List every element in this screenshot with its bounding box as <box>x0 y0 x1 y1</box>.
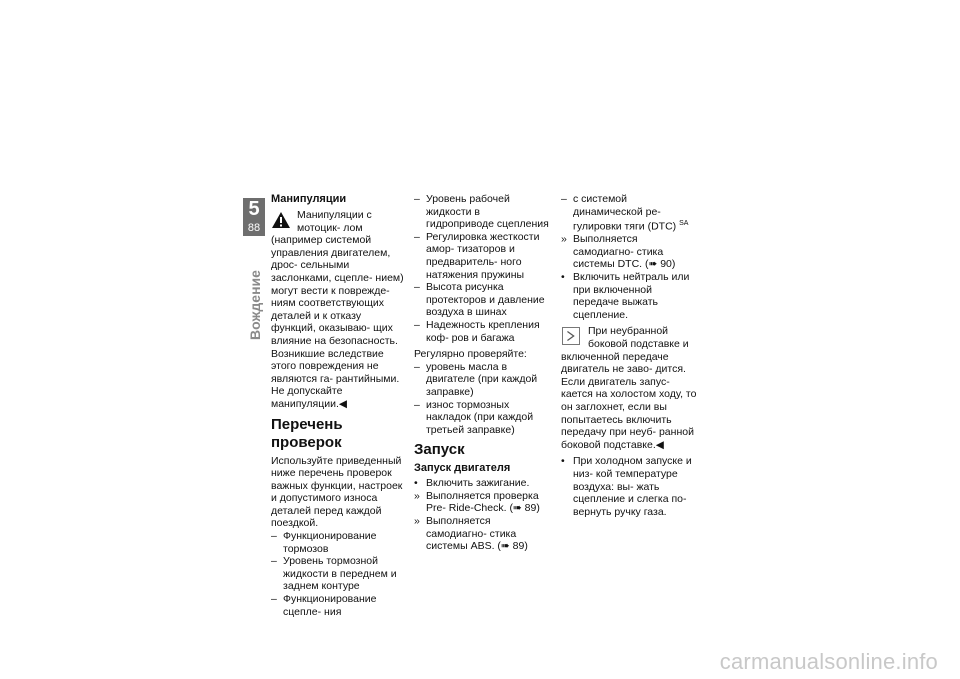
manipulation-heading: Манипуляции <box>271 193 347 205</box>
info-text: При неубранной боковой подставке и включенной передаче двигатель не заво- дится. Если двигатель запус- кается на холостом ходу, то он заглохнет, если вы попытаетесь включить передачу при неуб- ранной боковой подставке. <box>561 325 697 451</box>
step-item: • Включить нейтраль или при включенной передаче выжать сцепление. <box>561 271 690 321</box>
column-2 <box>414 193 550 553</box>
chapter-number: 5 <box>248 198 260 220</box>
chapter-marker <box>243 198 265 236</box>
step-item: » Выполняется самодиагно- стика системы DTC. (➠ 90) <box>561 233 676 271</box>
list-item: – износ тормозных накладок (при каждой третьей заправке) <box>414 398 534 436</box>
chapter-side-label: Вождение <box>247 270 263 340</box>
watermark: carmanualsonline.info <box>719 649 938 674</box>
warning-block <box>271 209 407 411</box>
list-item: – уровень масла в двигателе (при каждой заправке) <box>414 360 538 398</box>
warning-triangle-icon <box>271 211 291 229</box>
info-chevron-icon <box>562 327 580 345</box>
list-item: – Функционирование сцепле- ния <box>271 593 377 618</box>
list-item: – Функционирование тормозов <box>271 530 377 555</box>
start-heading: Запуск <box>414 441 465 459</box>
regular-check-label: Регулярно проверяйте: <box>414 348 527 361</box>
checklist-intro: Используйте приведенный ниже перечень проверок важных функции, настроек и допустимого износа деталей перед каждой поездкой. <box>271 454 403 530</box>
step-item: » Выполняется проверка Pre- Ride-Check. (➠ 89) <box>414 489 540 515</box>
info-block <box>561 325 698 451</box>
step-item: » Выполняется самодиагно- стика системы ABS. (➠ 89) <box>414 515 528 553</box>
end-mark: ◀ <box>655 438 664 451</box>
manipulation-footer: Не допускайте манипуляции.◀ <box>271 385 347 410</box>
list-item: – с системой динамической ре- гулировки тяги (DTC) $^{SA}$ <box>561 193 689 233</box>
list-item: – Уровень тормозной жидкости в переднем и заднем контуре <box>271 555 397 593</box>
checklist-heading: Перечень проверок <box>271 415 343 451</box>
manipulation-text: Манипуляции с мотоцик- лом (например системой управления двигателем, дрос- сельными заслонками, сцепле- нием) могут вести к поврежде- ниям соответствующих деталей и к отказу функций, оказываю- щих влияние на безопасность. Возникшие вследствие этого повреждения не являются га- рантийными. <box>271 209 404 385</box>
option-superscript: SA <box>679 220 689 228</box>
step-item: • При холодном запуске и низ- кой температуре воздуха: вы- жать сцепление и слегка по- вернуть ручку газа. <box>561 455 692 518</box>
list-item: – Высота рисунка протекторов и давление воздуха в шинах <box>414 281 545 319</box>
list-item: – Уровень рабочей жидкости в гидроприводе сцепления <box>414 193 549 231</box>
column-3 <box>561 193 698 518</box>
page-number: 88 <box>247 222 261 234</box>
list-item: – Надежность крепления коф- ров и багажа <box>414 318 540 344</box>
column-1 <box>271 193 407 618</box>
end-mark: ◀ <box>338 397 347 410</box>
engine-start-heading: Запуск двигателя <box>414 462 511 475</box>
list-item: – Регулировка жесткости амор- тизаторов и предваритель- ного натяжения пружины <box>414 230 540 281</box>
step-item: • Включить зажигание. <box>414 477 530 490</box>
